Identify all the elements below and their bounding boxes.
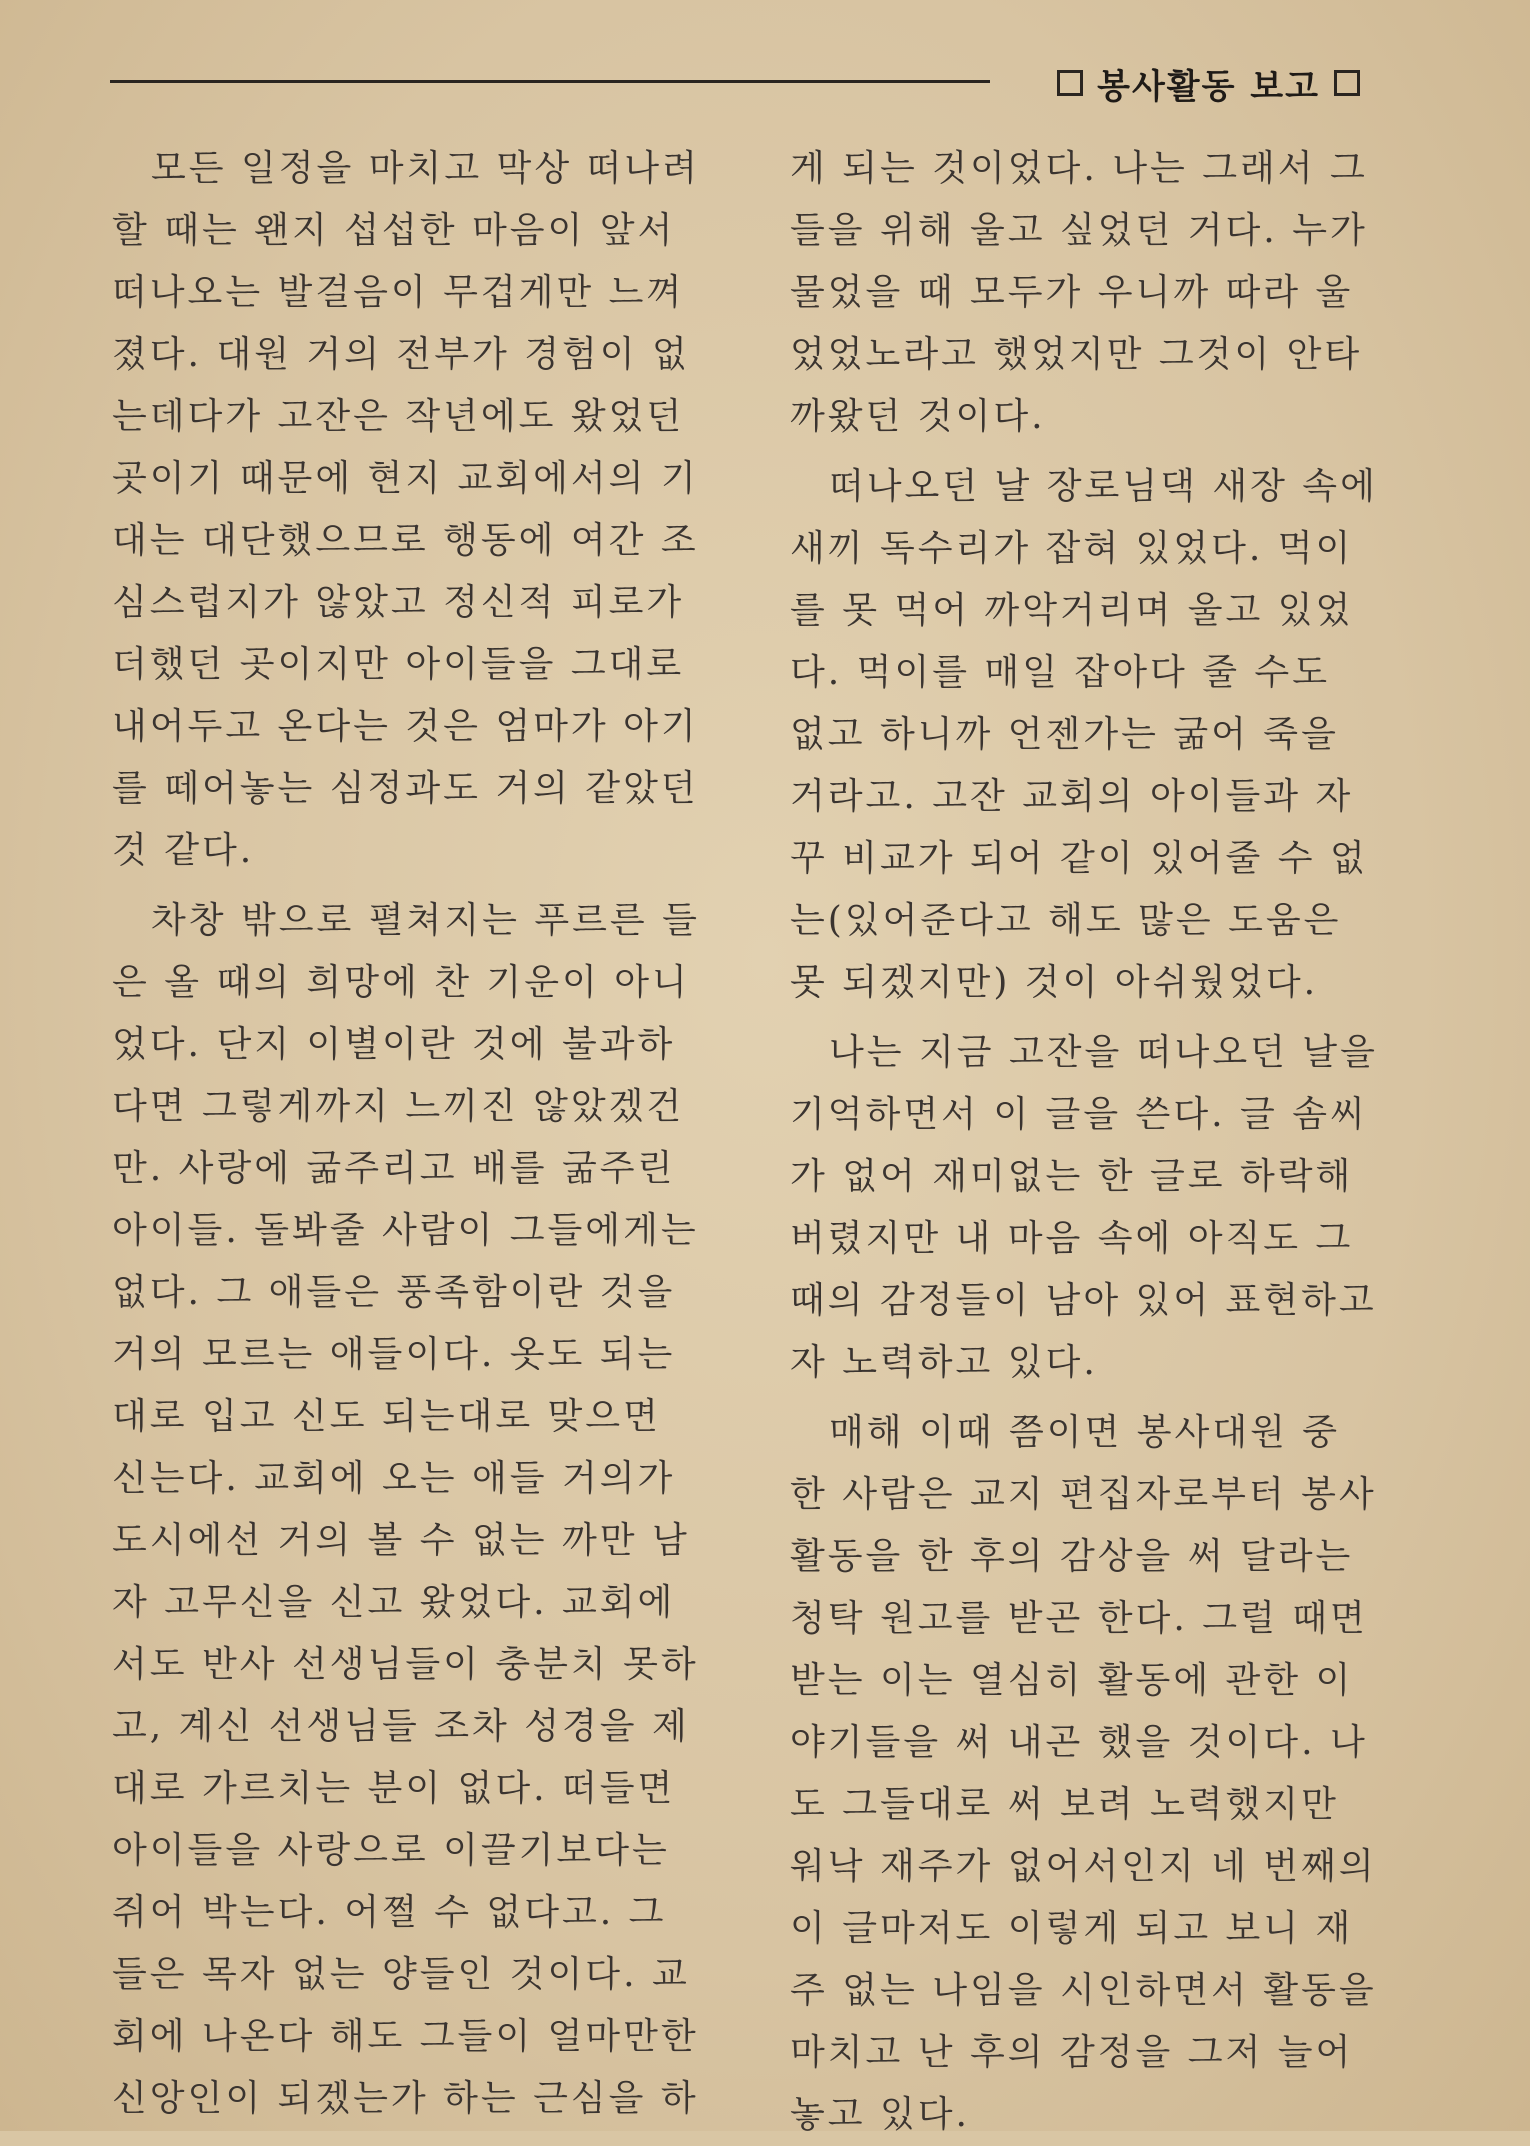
text-line: 다. 먹이를 매일 잡아다 줄 수도 <box>790 652 1330 693</box>
paragraph <box>790 1022 1390 1394</box>
paragraph <box>790 456 1390 1014</box>
text-line: 를 못 먹어 까악거리며 울고 있었 <box>790 590 1354 631</box>
text-line: 떠나오는 발걸음이 무겁게만 느껴 <box>112 272 685 313</box>
text-line: 심스럽지가 않았고 정신적 피로가 <box>112 582 685 623</box>
text-line: 내어두고 온다는 것은 엄마가 아기 <box>112 706 699 747</box>
text-line: 곳이기 때문에 현지 교회에서의 기 <box>112 458 699 499</box>
text-line: 를 떼어놓는 심정과도 거의 같았던 <box>112 768 699 809</box>
text-line: 대로 입고 신도 되는대로 맞으면 <box>112 1396 661 1437</box>
text-line: 만. 사랑에 굶주리고 배를 굶주린 <box>112 1148 676 1189</box>
text-line: 활동을 한 후의 감상을 써 달라는 <box>790 1536 1354 1577</box>
header-title-group <box>1057 58 1360 108</box>
paragraph <box>790 138 1390 448</box>
text-line: 할 때는 왠지 섭섭한 마음이 앞서 <box>112 210 676 251</box>
text-line: 는(있어준다고 해도 많은 도움은 <box>790 900 1342 941</box>
text-line: 거의 모르는 애들이다. 옷도 되는 <box>112 1334 676 1375</box>
text-line: 이 글마저도 이렇게 되고 보니 재 <box>790 1908 1354 1949</box>
text-line: 었었노라고 했었지만 그것이 안타 <box>790 334 1363 375</box>
text-line: 회에 나온다 해도 그들이 얼마만한 <box>112 2016 699 2057</box>
text-line: 게 되는 것이었다. 나는 그래서 그 <box>790 148 1368 189</box>
text-line: 아이들. 돌봐줄 사람이 그들에게는 <box>112 1210 699 1251</box>
text-line: 다면 그렇게까지 느끼진 않았겠건 <box>112 1086 685 1127</box>
paragraph <box>790 1402 1390 2146</box>
text-line: 버렸지만 내 마음 속에 아직도 그 <box>790 1218 1354 1259</box>
text-line: 나는 지금 고잔을 떠나오던 날을 <box>790 1032 1378 1073</box>
square-outline-icon <box>1057 70 1083 96</box>
text-line: 놓고 있다. <box>790 2094 970 2135</box>
text-line: 기억하면서 이 글을 쓴다. 글 솜씨 <box>790 1094 1368 1135</box>
text-line: 꾸 비교가 되어 같이 있어줄 수 없 <box>790 838 1368 879</box>
text-line: 워낙 재주가 없어서인지 네 번째의 <box>790 1846 1377 1887</box>
text-line: 도 그들대로 써 보려 노력했지만 <box>790 1784 1339 1825</box>
text-line: 는데다가 고잔은 작년에도 왔었던 <box>112 396 685 437</box>
text-line: 자 노력하고 있다. <box>790 1342 1098 1383</box>
text-line: 모든 일정을 마치고 막상 떠나려 <box>112 148 700 189</box>
text-line: 까왔던 것이다. <box>790 396 1046 437</box>
text-line: 더했던 곳이지만 아이들을 그대로 <box>112 644 685 685</box>
text-line: 들을 위해 울고 싶었던 거다. 누가 <box>790 210 1368 251</box>
text-line: 없다. 그 애들은 풍족함이란 것을 <box>112 1272 676 1313</box>
text-line: 대로 가르치는 분이 없다. 떠들면 <box>112 1768 676 1809</box>
text-line: 청탁 원고를 받곤 한다. 그럴 때면 <box>790 1598 1368 1639</box>
text-line: 받는 이는 열심히 활동에 관한 이 <box>790 1660 1354 1701</box>
text-line: 아이들을 사랑으로 이끌기보다는 <box>112 1830 670 1871</box>
section-title: 봉사활동 보고 <box>1097 66 1320 107</box>
text-line: 은 올 때의 희망에 찬 기운이 아니 <box>112 962 690 1003</box>
text-line: 신앙인이 되겠는가 하는 근심을 하 <box>112 2078 699 2119</box>
text-line: 것 같다. <box>112 830 255 871</box>
right-text-column <box>790 138 1390 2146</box>
text-line: 떠나오던 날 장로님댁 새장 속에 <box>790 466 1378 507</box>
text-line: 들은 목자 없는 양들인 것이다. 교 <box>112 1954 690 1995</box>
text-line: 신는다. 교회에 오는 애들 거의가 <box>112 1458 676 1499</box>
text-line: 한 사람은 교지 편집자로부터 봉사 <box>790 1474 1377 1515</box>
text-line: 새끼 독수리가 잡혀 있었다. 먹이 <box>790 528 1354 569</box>
text-line: 쥐어 박는다. 어쩔 수 없다고. 그 <box>112 1892 667 1933</box>
text-line: 마치고 난 후의 감정을 그저 늘어 <box>790 2032 1354 2073</box>
text-line: 고, 계신 선생님들 조차 성경을 제 <box>112 1706 690 1747</box>
text-line: 못 되겠지만) 것이 아쉬웠었다. <box>790 962 1319 1003</box>
text-line: 매해 이때 쯤이면 봉사대원 중 <box>790 1412 1341 1453</box>
text-line: 야기들을 써 내곤 했을 것이다. 나 <box>790 1722 1368 1763</box>
text-line: 자 고무신을 신고 왔었다. 교회에 <box>112 1582 676 1623</box>
left-text-column <box>112 138 712 2130</box>
text-line: 서도 반사 선생님들이 충분치 못하 <box>112 1644 699 1685</box>
text-line: 물었을 때 모두가 우니까 따라 울 <box>790 272 1354 313</box>
section-header <box>110 58 1360 108</box>
text-line: 없고 하니까 언젠가는 굶어 죽을 <box>790 714 1339 755</box>
paragraph <box>112 890 712 2130</box>
text-line: 대는 대단했으므로 행동에 여간 조 <box>112 520 699 561</box>
square-outline-icon <box>1334 70 1360 96</box>
text-line: 가 없어 재미없는 한 글로 하락해 <box>790 1156 1354 1197</box>
text-line: 주 없는 나임을 시인하면서 활동을 <box>790 1970 1377 2011</box>
text-line: 졌다. 대원 거의 전부가 경험이 없 <box>112 334 690 375</box>
text-line: 도시에선 거의 볼 수 없는 까만 남 <box>112 1520 690 1561</box>
header-rule <box>110 80 990 83</box>
paragraph <box>112 138 712 882</box>
text-line: 거라고. 고잔 교회의 아이들과 자 <box>790 776 1354 817</box>
text-line: 차창 밖으로 펼쳐지는 푸르른 들 <box>112 900 700 941</box>
text-line: 었다. 단지 이별이란 것에 불과하 <box>112 1024 676 1065</box>
text-line: 때의 감정들이 남아 있어 표현하고 <box>790 1280 1377 1321</box>
